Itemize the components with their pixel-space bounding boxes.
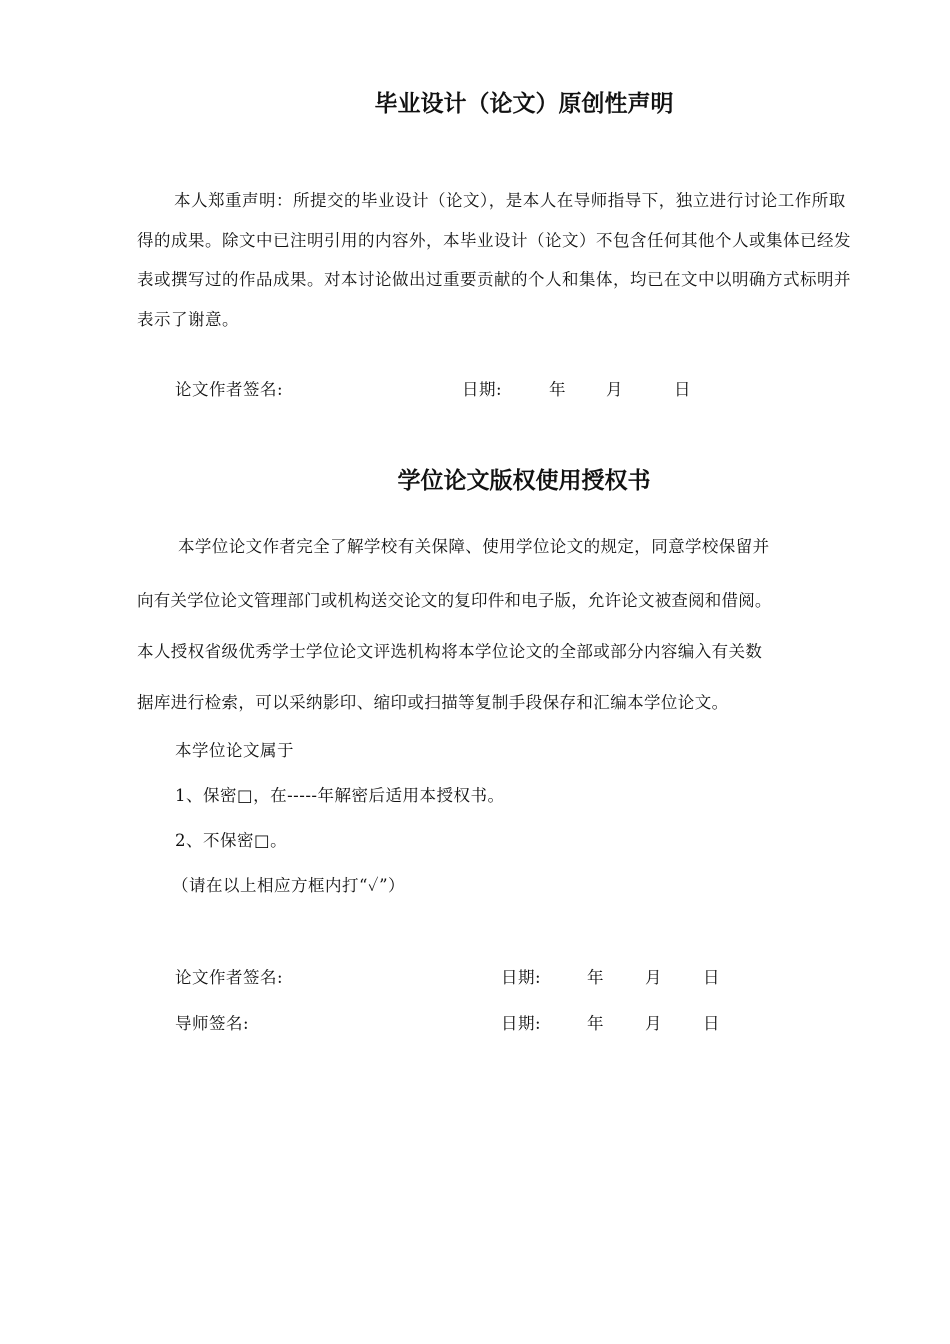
authorization-author-date-label: 日期: — [501, 968, 542, 987]
authorization-line-2: 向有关学位论文管理部门或机构送交论文的复印件和电子版，允许论文被查阅和借阅。 — [137, 591, 772, 610]
declaration-body: 本人郑重声明：所提交的毕业设计（论文），是本人在导师指导下，独立进行讨论工作所取得的成果。除文中已注明引用的内容外，本毕业设计（论文）不包含任何其他个人或集体已经发表或撰写过的作品成果。对本讨论做出过重要贡献的个人和集体，均已在文中以明确方式标明并表示了谢意。 — [137, 191, 851, 329]
authorization-line-4: 据库进行检索，可以采纳影印、缩印或扫描等复制手段保存和汇编本学位论文。 — [137, 693, 729, 712]
authorization-title: 学位论文版权使用授权书 — [397, 468, 651, 494]
declaration-year-label: 年 — [549, 380, 566, 399]
declaration-date-label: 日期: — [462, 380, 503, 399]
declaration-day-label: 日 — [674, 380, 691, 399]
advisor-month-label: 月 — [645, 1014, 662, 1033]
authorization-author-signature-label: 论文作者签名: — [175, 968, 284, 987]
declaration-month-label: 月 — [606, 380, 623, 399]
authorization-line-3: 本人授权省级优秀学士学位论文评选机构将本学位论文的全部或部分内容编入有关数 — [137, 642, 763, 661]
advisor-day-label: 日 — [703, 1014, 720, 1033]
advisor-year-label: 年 — [587, 1014, 604, 1033]
authorization-line-1: 本学位论文作者完全了解学校有关保障、使用学位论文的规定，同意学校保留并 — [178, 537, 770, 556]
declaration-title: 毕业设计（论文）原创性声明 — [374, 91, 674, 117]
checkbox-instruction: （请在以上相应方框内打“✓”） — [172, 876, 406, 895]
authorization-author-day-label: 日 — [703, 968, 720, 987]
authorization-author-year-label: 年 — [587, 968, 604, 987]
advisor-signature-label: 导师签名: — [175, 1014, 250, 1033]
advisor-date-label: 日期: — [501, 1014, 542, 1033]
option-confidential: 1、保密□，在-----年解密后适用本授权书。 — [175, 786, 505, 805]
belongs-label: 本学位论文属于 — [175, 741, 294, 760]
declaration-author-signature-label: 论文作者签名: — [175, 380, 284, 399]
authorization-author-month-label: 月 — [645, 968, 662, 987]
option-not-confidential: 2、不保密□。 — [175, 831, 288, 850]
